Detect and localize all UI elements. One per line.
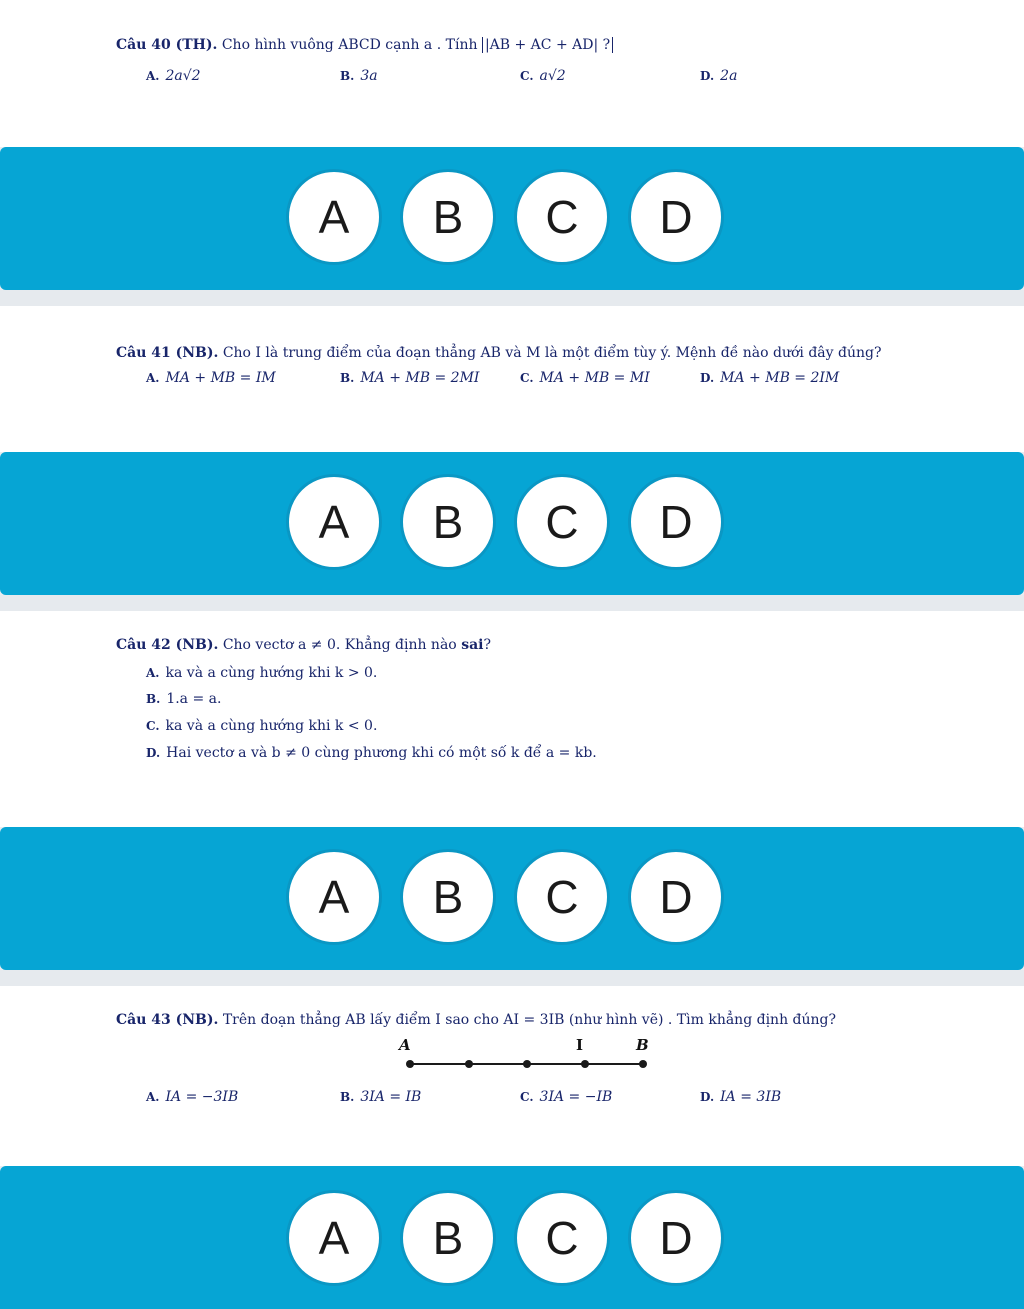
option-43-d: D. IA = 3IB [700, 1089, 782, 1105]
answer-button-41-b[interactable]: B [400, 474, 496, 570]
option-43-c: C. 3IA = −IB [520, 1089, 613, 1105]
answer-button-42-c[interactable]: C [514, 849, 610, 945]
option-43-b: B. 3IA = IB [340, 1089, 422, 1105]
question-title-41 [116, 345, 881, 361]
question-title-42: Câu 42 (NB). Cho vectơ a ≠ 0. Khẳng định nào sai? [116, 637, 491, 653]
answer-button-40-b[interactable]: B [400, 169, 496, 265]
answer-button-43-c[interactable]: C [514, 1190, 610, 1286]
option-41-a: A. MA + MB = IM [146, 370, 276, 386]
point-i [581, 1060, 589, 1068]
answer-button-42-b[interactable]: B [400, 849, 496, 945]
answer-band-42 [0, 827, 1024, 970]
question-number: Câu 40 (TH). [116, 37, 218, 53]
option-41-b: B. MA + MB = 2MI [340, 370, 480, 386]
option-42-b: B. 1.a = a. [146, 691, 222, 707]
point-label-i: I [576, 1036, 584, 1054]
option-42-c: C. ka và a cùng hướng khi k < 0. [146, 718, 378, 734]
point-label-a: A [399, 1036, 411, 1054]
answer-button-43-d[interactable]: D [628, 1190, 724, 1286]
separator [0, 970, 1024, 986]
option-42-a: A. ka và a cùng hướng khi k > 0. [146, 665, 378, 681]
option-41-c: C. MA + MB = MI [520, 370, 650, 386]
point-dot [465, 1060, 473, 1068]
question-number: Câu 41 (NB). [116, 345, 219, 361]
answer-band-40 [0, 147, 1024, 290]
point-a [406, 1060, 414, 1068]
option-40-a: A. 2a√2 [146, 68, 201, 84]
question-number: Câu 43 (NB). [116, 1012, 219, 1028]
option-40-b: B. 3a [340, 68, 378, 84]
option-41-d: D. MA + MB = 2IM [700, 370, 840, 386]
question-title-43 [116, 1012, 836, 1028]
answer-button-41-a[interactable]: A [286, 474, 382, 570]
point-dot [523, 1060, 531, 1068]
question-text: Cho I là trung điểm của đoạn thẳng AB và M là một điểm tùy ý. Mệnh đề nào dưới đây đúng? [222, 345, 882, 361]
answer-band-43 [0, 1166, 1024, 1309]
answer-button-40-a[interactable]: A [286, 169, 382, 265]
answer-button-42-a[interactable]: A [286, 849, 382, 945]
question-emphasis: sai [461, 637, 484, 653]
separator [0, 595, 1024, 611]
answer-button-40-c[interactable]: C [514, 169, 610, 265]
question-title-40 [116, 37, 613, 53]
option-43-a: A. IA = −3IB [146, 1089, 239, 1105]
point-b [639, 1060, 647, 1068]
answer-button-42-d[interactable]: D [628, 849, 724, 945]
question-text: Cho vectơ a ≠ 0. Khẳng định nào [222, 637, 457, 653]
option-40-d: D. 2a [700, 68, 738, 84]
question-text: Cho hình vuông ABCD cạnh a . Tính [221, 37, 478, 53]
answer-band-41 [0, 452, 1024, 595]
option-40-c: C. a√2 [520, 68, 566, 84]
answer-button-41-c[interactable]: C [514, 474, 610, 570]
question-number: Câu 42 (NB). [116, 637, 219, 653]
option-42-d: D. Hai vectơ a và b ≠ 0 cùng phương khi có một số k để a = kb. [146, 745, 597, 761]
answer-button-41-d[interactable]: D [628, 474, 724, 570]
question-expression: |AB + AC + AD| ? [482, 37, 613, 53]
answer-button-43-a[interactable]: A [286, 1190, 382, 1286]
answer-button-43-b[interactable]: B [400, 1190, 496, 1286]
answer-button-40-d[interactable]: D [628, 169, 724, 265]
point-label-b: B [636, 1036, 649, 1054]
separator [0, 290, 1024, 306]
question-text: Trên đoạn thẳng AB lấy điểm I sao cho AI = 3IB (như hình vẽ) . Tìm khẳng định đúng? [222, 1012, 836, 1028]
